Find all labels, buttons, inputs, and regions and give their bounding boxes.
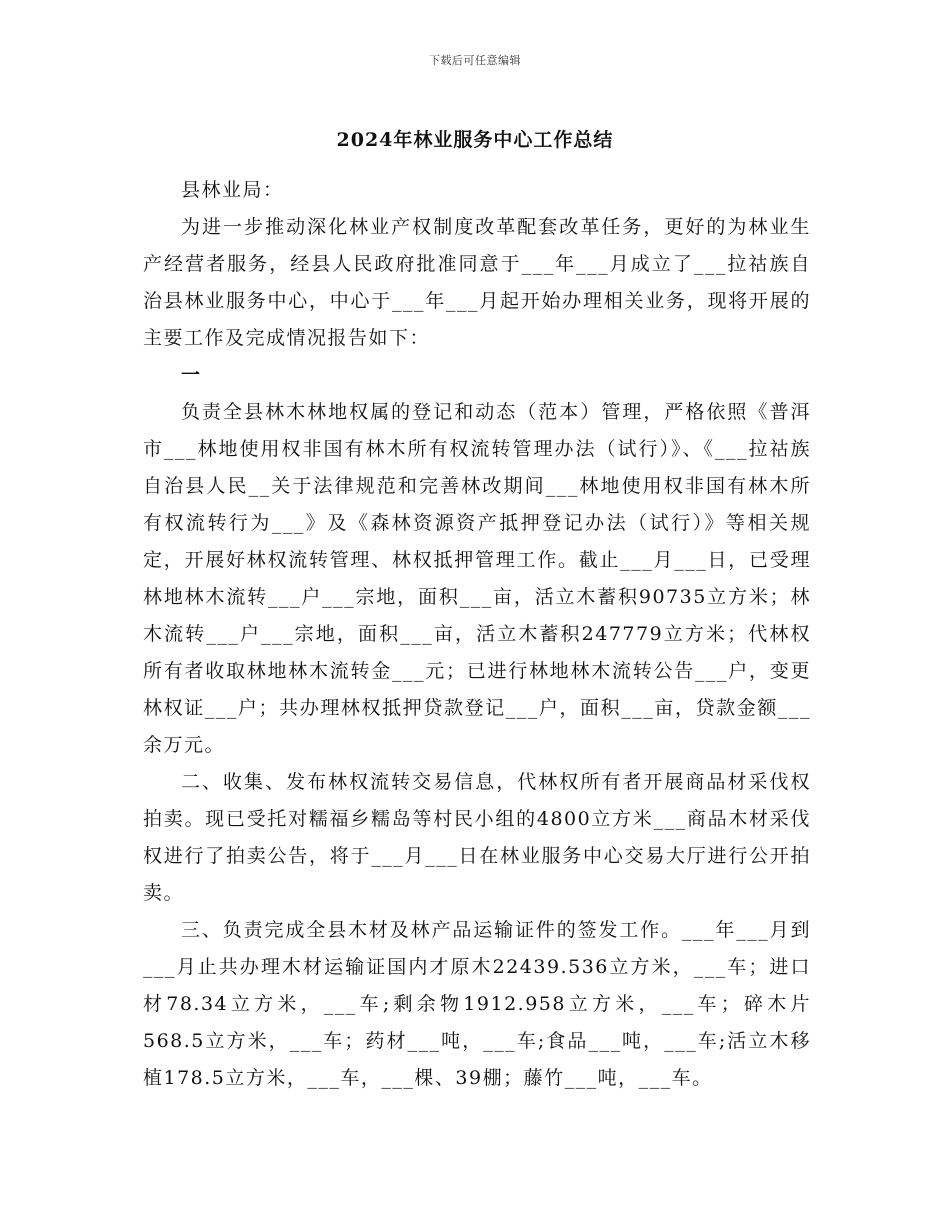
intro-paragraph: 为进一步推动深化林业产权制度改革配套改革任务，更好的为林业生产经营者服务，经县人民政府批准同意于___年___月成立了___拉祜族自治县林业服务中心，中心于___年___月起开始办理相关业务，现将开展的主要工作及完成情况报告如下： (143, 216, 811, 349)
section-two-paragraph: 二、收集、发布林权流转交易信息，代林权所有者开展商品材采伐权拍卖。现已受托对糯福乡糯岛等村民小组的4800立方米___商品木材采伐权进行了拍卖公告，将于___月___日在林业服务中心交易大厅进行公开拍卖。 (143, 771, 811, 904)
section-one-paragraph: 负责全县林木林地权属的登记和动态（范本）管理，严格依照《普洱市___林地使用权非国有林木所有权流转管理办法（试行）》、《___拉祜族自治县人民__关于法律规范和完善林改期间___林地使用权非国有林木所有权流转行为___》及《森林资源资产抵押登记办法（试行）》等相关规定，开展好林权流转管理、林权抵押管理工作。截止___月___日，已受理林地林木流转___户___宗地，面积___亩，活立木蓄积90735立方米；林木流转___户___宗地，面积___亩，活立木蓄积247779立方米；代林权所有者收取林地林木流转金___元；已进行林地林木流转公告___户，变更林权证___户；共办理林权抵押贷款登记___户，面积___亩，贷款金额___余万元。 (143, 401, 811, 756)
page-header-note: 下载后可任意编辑 (429, 54, 521, 67)
section-one-heading: 一 (181, 364, 202, 386)
document-body (143, 172, 811, 1097)
document-title: 2024年林业服务中心工作总结 (336, 129, 614, 151)
section-three-paragraph: 三、负责完成全县木材及林产品运输证件的签发工作。___年___月到___月止共办理木材运输证国内才原木22439.536立方米，___车；进口材78.34立方米，___车;剩余物1912.958立方米，___车；碎木片568.5立方米，___车；药材___吨，___车;食品___吨，___车;活立木移植178.5立方米，___车，___棵、39棚；藤竹___吨，___车。 (143, 919, 811, 1089)
salutation: 县林业局： (181, 179, 284, 201)
